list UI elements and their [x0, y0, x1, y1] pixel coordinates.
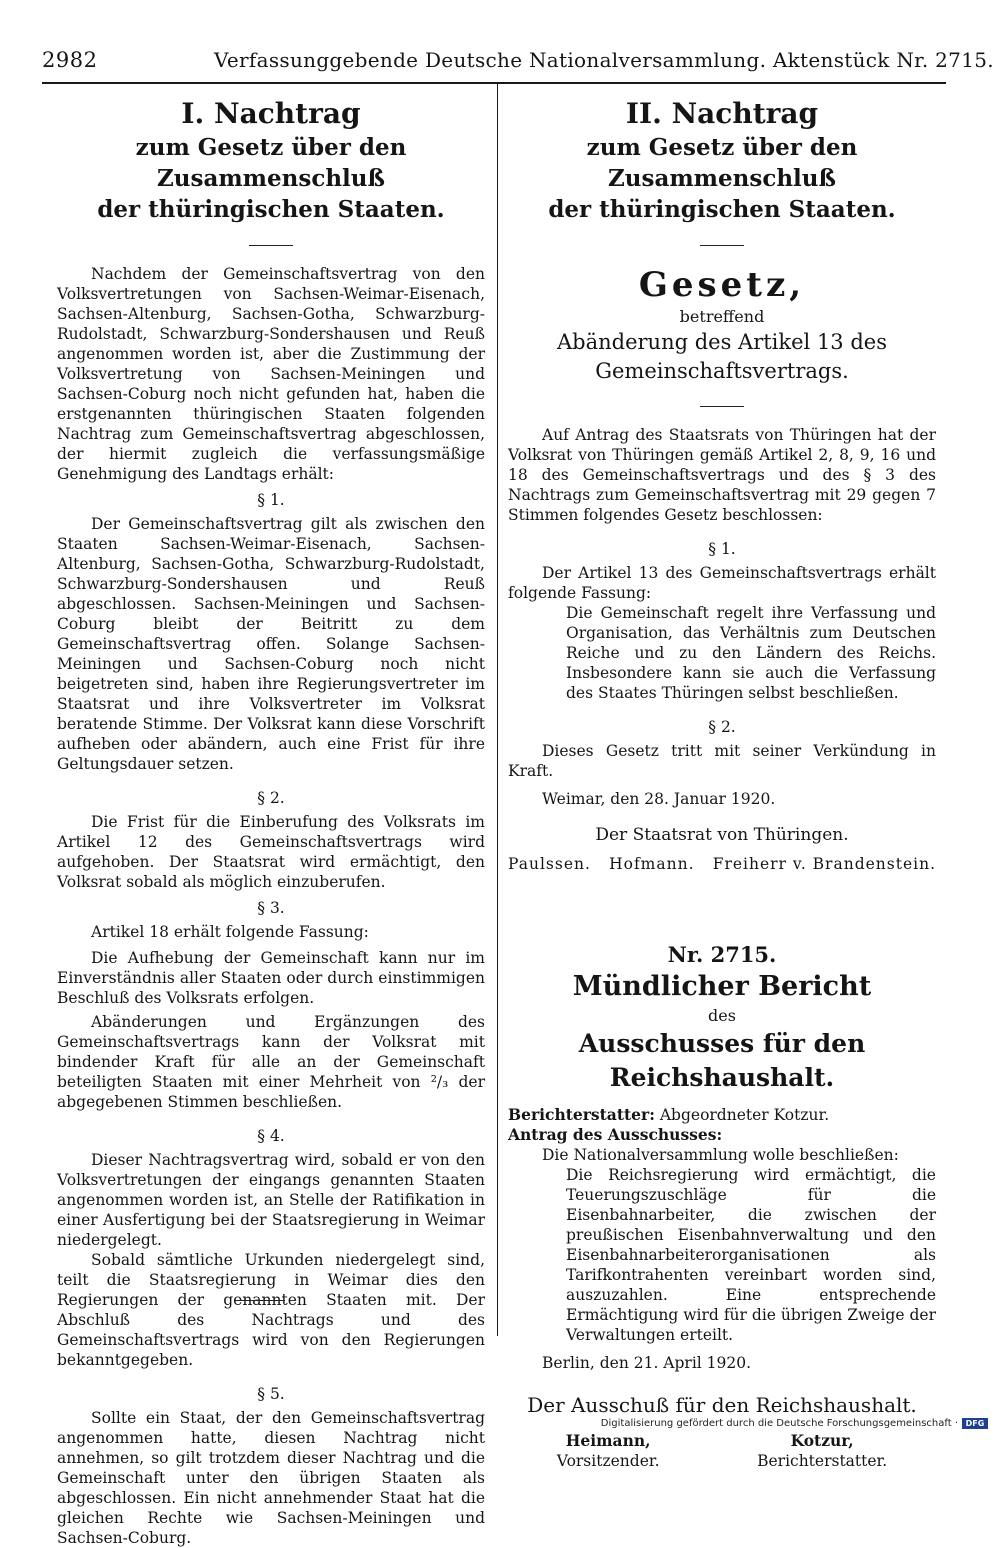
column-divider — [497, 84, 498, 1336]
left-column — [57, 96, 485, 1548]
left-end-rule — [237, 1300, 285, 1301]
report-title: Mündlicher Bericht — [572, 971, 872, 1002]
dfg-logo: DFG — [962, 1418, 988, 1429]
left-intro: Nachdem der Gemeinschaftsvertrag von den Volksvertretungen von Sachsen-Weimar-Eisenach, Sachsen-Altenburg, Sachsen-Gotha, Schwarzburg-Rudolstadt, Schwarzburg-Sondershausen und Reuß angenommen worden ist, aber die Zustimmung der Volksvertretung von Sachsen-Meiningen und Sachsen-Coburg noch nicht gefunden hat, haben die erstgenannten thüringischen Staaten folgenden Nachtrag zum Gemeinschaftsvertrag abgeschlossen, der hiermit zugleich die verfassungsmäßige Genehmigung des Landtags erhält: — [57, 265, 485, 483]
chair-role: Vorsitzender. — [556, 1452, 660, 1470]
motion-text: Die Reichsregierung wird ermächtigt, die Teuerungszuschläge für die Eisenbahnarbeiter, die zwischen der preußischen Eisenbahnverwaltung und den Eisenbahnarbeiterorganisationen als Tarifkontrahenten vereinbart worden sind, auszuzahlen. Eine entsprechende Ermächtigung wird für die übrigen Zweige der Verwaltungen erteilt. — [566, 1166, 936, 1344]
left-title-rule — [249, 245, 293, 246]
left-section-5-text: Sollte ein Staat, der den Gemeinschaftsvertrag angenommen hatte, diesen Nachtrag nicht annehmen, so gilt trotzdem dieser Nachtrag und die Gemeinschaft unter den übrigen Staaten als abgeschlossen. Ein nicht annehmender Staat hat die gleichen Rechte wie Sachsen-Meiningen und Sachsen-Coburg. — [57, 1409, 485, 1547]
right-intro: Auf Antrag des Staatsrats von Thüringen hat der Volksrat von Thüringen gemäß Artikel 2, 8, 9, 16 und 18 des Gemeinschaftsvertrags und des § 3 des Nachtrags zum Gemeinschaftsvertrag mit 29 gegen 7 Stimmen folgendes Gesetz beschlossen: — [508, 426, 936, 524]
motion-label-line — [508, 1125, 936, 1145]
right-section-2-heading: § 2. — [708, 718, 736, 736]
committee-signature-line: Der Ausschuß für den Reichshaushalt. — [527, 1393, 917, 1417]
chair-name: Heimann, — [565, 1431, 651, 1450]
left-section-3-para-1: Die Aufhebung der Gemeinschaft kann nur im Einverständnis aller Staaten oder durch einstimmigen Beschluß des Volksrats erfolgen. — [57, 949, 485, 1007]
left-section-4-para-1: Dieser Nachtragsvertrag wird, sobald er von den Volksvertretungen der eingangs genannten Staaten angenommen worden ist, an Stelle der Ratifikation in einer Ausfertigung bei der Staatsregierung in Weimar niedergelegt. — [57, 1151, 485, 1249]
rapporteur-role: Berichterstatter. — [757, 1452, 888, 1470]
signer-rapporteur — [757, 1431, 887, 1471]
rapporteur-line — [508, 1105, 936, 1125]
right-section-2-text: Dieses Gesetz tritt mit seiner Verkündung in Kraft. — [508, 742, 936, 780]
signer-3: Freiherr v. Brandenstein. — [712, 855, 936, 873]
staatsrat-signature-line: Der Staatsrat von Thüringen. — [595, 825, 849, 845]
gesetz-heading: Gesetz, — [638, 265, 806, 305]
page-number: 2982 — [42, 48, 98, 72]
right-section-1-heading: § 1. — [708, 540, 736, 558]
right-section-1-quote: Die Gemeinschaft regelt ihre Verfassung und Organisation, das Verhältnis zum Deutschen Reiche und zu den Ländern des Reichs. Insbesondere kann sie auch die Verfassung des Staates Thüringen selbst beschließen. — [566, 604, 936, 702]
rapporteur-name: Kotzur, — [790, 1431, 854, 1450]
right-subtitle-1: zum Gesetz über den Zusammenschluß — [586, 134, 858, 192]
betreffend-label: betreffend — [679, 307, 765, 326]
document-number: Nr. 2715. — [667, 942, 777, 967]
running-title: Verfassunggebende Deutsche Nationalversammlung. Aktenstück Nr. 2715. — [214, 48, 994, 72]
header-rule — [42, 82, 946, 84]
left-section-5-heading: § 5. — [257, 1385, 285, 1403]
left-subtitle-1: zum Gesetz über den Zusammenschluß — [135, 134, 407, 192]
committee-title: Ausschusses für den Reichshaushalt. — [578, 1029, 866, 1092]
footer-text: Digitalisierung gefördert durch die Deutsche Forschungsgemeinschaft · — [600, 1418, 958, 1429]
left-section-4-para-2: Sobald sämtliche Urkunden niedergelegt sind, teilt die Staatsregierung in Weimar dies den Regierungen der genannten Staaten mit. Der Abschluß des Nachtrags und des Gemeinschaftsvertrags wird von den Regierungen bekanntgegeben. — [57, 1251, 485, 1369]
right-section-1-text: Der Artikel 13 des Gemeinschaftsvertrags erhält folgende Fassung: — [508, 564, 936, 602]
weimar-date: Weimar, den 28. Januar 1920. — [542, 790, 776, 808]
left-section-2-heading: § 2. — [257, 789, 285, 807]
left-section-1-heading: § 1. — [257, 491, 285, 509]
signer-1: Paulssen. — [508, 855, 591, 873]
committee-signers — [508, 1431, 936, 1471]
left-section-2-text: Die Frist für die Einberufung des Volksrats im Artikel 12 des Gemeinschaftsvertrags wird aufgehoben. Der Staatsrat wird ermächtigt, den Volksrat sobald als möglich einzuberufen. — [57, 813, 485, 891]
right-column — [508, 96, 936, 1471]
gesetz-title: Abänderung des Artikel 13 des Gemeinschaftsvertrags. — [556, 330, 887, 383]
left-section-1-text: Der Gemeinschaftsvertrag gilt als zwischen den Staaten Sachsen-Weimar-Eisenach, Sachsen-Altenburg, Sachsen-Gotha, Schwarzburg-Rudolstadt, Schwarzburg-Sondershausen und Reuß abgeschlossen. Sachsen-Meiningen und Sachsen-Coburg bleibt der Beitritt zu dem Gemeinschaftsvertrag offen. Solange Sachsen-Meiningen und Sachsen-Coburg noch nicht beigetreten sind, haben ihre Regierungsvertreter im Staatsrat und ihre Volksvertreter im Volksrat beratende Stimme. Der Volksrat kann diese Vorschrift aufheben oder abändern, auch eine Frist für ihre Geltungsdauer setzen. — [57, 515, 485, 773]
right-subtitle-2: der thüringischen Staaten. — [548, 196, 896, 223]
motion-intro: Die Nationalversammlung wolle beschließen: — [542, 1146, 899, 1164]
left-section-3-para-2: Abänderungen und Ergänzungen des Gemeinschaftsvertrags kann der Volksrat mit bindender Kraft für alle an der Gemeinschaft beteiligten Staaten mit einer Mehrheit von ²/₃ der abgegebenen Stimmen beschließen. — [57, 1013, 485, 1111]
staatsrat-signers — [508, 853, 936, 875]
left-section-3-intro: Artikel 18 erhält folgende Fassung: — [91, 923, 369, 941]
gesetz-rule — [700, 406, 744, 407]
digitization-footer — [601, 1418, 988, 1429]
running-header — [42, 48, 994, 78]
des-label: des — [708, 1006, 736, 1025]
rapporteur-value: Abgeordneter Kotzur. — [659, 1106, 830, 1124]
left-section-4-heading: § 4. — [257, 1127, 285, 1145]
signer-2: Hofmann. — [609, 855, 695, 873]
right-title-rule — [700, 245, 744, 246]
right-title: II. Nachtrag — [625, 97, 819, 130]
left-subtitle-2: der thüringischen Staaten. — [97, 196, 445, 223]
berlin-date: Berlin, den 21. April 1920. — [542, 1354, 752, 1372]
left-section-3-heading: § 3. — [257, 899, 285, 917]
signer-chair — [557, 1431, 660, 1471]
rapporteur-label: Berichterstatter: — [508, 1105, 655, 1124]
left-title: I. Nachtrag — [181, 97, 361, 130]
motion-label: Antrag des Ausschusses: — [508, 1125, 723, 1144]
